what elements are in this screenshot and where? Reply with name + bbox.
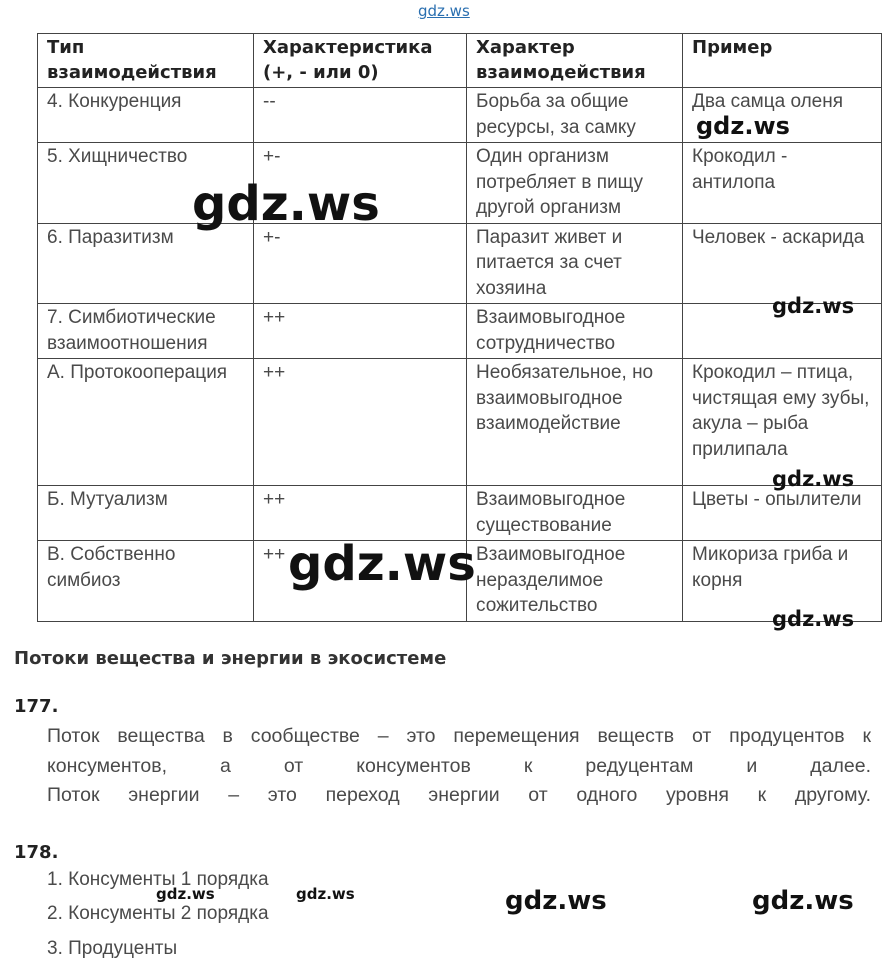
watermark: gdz.ws [772, 294, 855, 318]
table-row [38, 143, 882, 224]
cell-example: Цветы - опылители [683, 486, 882, 541]
cell-nature: Один организм потребляет в пищу другой организм [467, 143, 683, 224]
list-item: 2. Консументы 2 порядка [47, 903, 269, 924]
header-characteristic: Характеристика (+, - или 0) [254, 34, 467, 88]
cell-characteristic: ++ [254, 359, 467, 486]
cell-nature: Взаимовыгодное неразделимое сожительство [467, 541, 683, 622]
watermark: gdz.ws [772, 607, 855, 631]
task-number: 177. [14, 696, 59, 717]
watermark: gdz.ws [296, 885, 355, 903]
cell-example: Микориза гриба и корня [683, 541, 882, 622]
cell-characteristic: ++ [254, 486, 467, 541]
watermark: gdz.ws [752, 886, 854, 916]
cell-example: Два самца оленя [683, 88, 882, 143]
watermark: gdz.ws [772, 467, 855, 491]
table-row [38, 486, 882, 541]
cell-type: В. Собственно симбиоз [38, 541, 254, 622]
watermark: gdz.ws [288, 536, 476, 592]
paragraph-line: Поток вещества в сообществе – это перемещения веществ от продуцентов к [47, 725, 871, 747]
cell-characteristic: +- [254, 143, 467, 224]
cell-example: Крокодил - антилопа [683, 143, 882, 224]
watermark: gdz.ws [192, 176, 380, 232]
cell-nature: Взаимовыгодное существование [467, 486, 683, 541]
watermark: gdz.ws [696, 112, 790, 140]
cell-example: Крокодил – птица, чистящая ему зубы, акула – рыба прилипала [683, 359, 882, 486]
task-number: 178. [14, 842, 59, 863]
table-row [38, 304, 882, 359]
section-heading: Потоки вещества и энергии в экосистеме [14, 648, 447, 669]
cell-example: Человек - аскарида [683, 223, 882, 304]
cell-type: 6. Паразитизм [38, 223, 254, 304]
table-row [38, 359, 882, 486]
list-item: 1. Консументы 1 порядка [47, 869, 269, 890]
cell-type: 5. Хищничество [38, 143, 254, 224]
paragraph-line: Поток энергии – это переход энергии от одного уровня к другому. [47, 784, 871, 806]
cell-characteristic: ++ [254, 304, 467, 359]
header-type: Тип взаимодействия [38, 34, 254, 88]
watermark: gdz.ws [156, 885, 215, 903]
top-watermark-link[interactable]: gdz.ws [418, 2, 470, 20]
paragraph-line: консументов, а от консументов к редуцентам и далее. [47, 754, 871, 777]
watermark: gdz.ws [505, 886, 607, 916]
header-example: Пример [683, 34, 882, 88]
cell-nature: Паразит живет и питается за счет хозяина [467, 223, 683, 304]
table-header-row [38, 34, 882, 88]
cell-type: А. Протокооперация [38, 359, 254, 486]
cell-type: Б. Мутуализм [38, 486, 254, 541]
header-nature: Характер взаимодействия [467, 34, 683, 88]
cell-characteristic: +- [254, 223, 467, 304]
list-item: 3. Продуценты [47, 938, 178, 959]
cell-characteristic: -- [254, 88, 467, 143]
cell-nature: Необязательное, но взаимовыгодное взаимодействие [467, 359, 683, 486]
cell-characteristic: ++ [254, 541, 467, 622]
table-row [38, 223, 882, 304]
task-177-text [47, 722, 871, 811]
cell-nature: Борьба за общие ресурсы, за самку [467, 88, 683, 143]
cell-type: 4. Конкуренция [38, 88, 254, 143]
cell-nature: Взаимовыгодное сотрудничество [467, 304, 683, 359]
cell-type: 7. Симбиотические взаимоотношения [38, 304, 254, 359]
